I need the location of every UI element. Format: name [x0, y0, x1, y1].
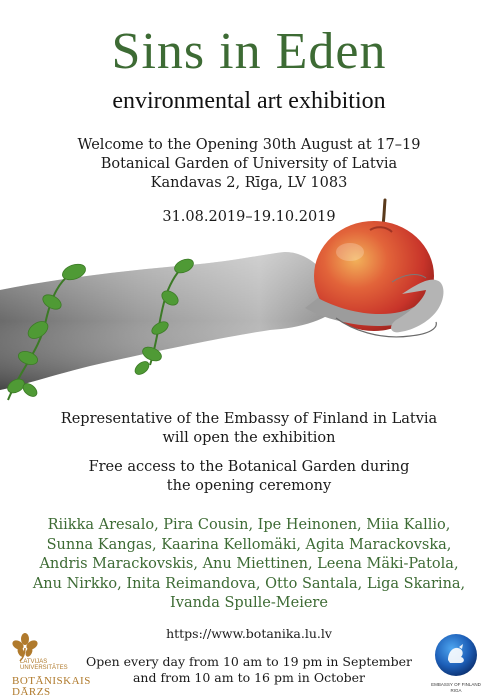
artists-list — [0, 516, 498, 614]
access-line: the opening ceremony — [166, 478, 332, 494]
artists-line: Riikka Aresalo, Pira Cousin, Ipe Heinonen, Miia Kallio, — [47, 517, 451, 533]
logo-text: RIGA — [450, 688, 462, 693]
website-link[interactable]: https://www.botanika.lu.lv — [166, 626, 332, 641]
venue-line: Botanical Garden of University of Latvia — [100, 156, 398, 172]
address-line: Kandavas 2, Rīga, LV 1083 — [150, 175, 348, 191]
artists-line: Andris Marackovskis, Anu Miettinen, Leena Mäki-Patola, — [39, 556, 459, 572]
access-info — [0, 458, 498, 496]
opening-info — [0, 136, 498, 193]
representative-info — [0, 410, 498, 448]
hand-apple-illustration — [0, 190, 498, 415]
access-line: Free access to the Botanical Garden during — [88, 459, 410, 475]
logo-text: BOTĀNISKAIS — [12, 675, 91, 687]
lion-emblem-icon — [433, 632, 479, 678]
poster-title: Sins in Eden — [111, 23, 387, 80]
arm — [0, 252, 346, 390]
hours-line: Open every day from 10 am to 19 pm in September — [85, 654, 412, 669]
artists-line: Sunna Kangas, Kaarina Kellomäki, Agita Marackovska, — [46, 536, 452, 553]
opening-line: Welcome to the Opening 30th August at 17–19 — [77, 137, 421, 153]
exhibition-dates: 31.08.2019–19.10.2019 — [162, 209, 336, 225]
logo-text: DĀRZS — [12, 686, 51, 698]
hours-line: and from 10 am to 16 pm in October — [132, 670, 365, 685]
embassy-logo — [420, 630, 492, 698]
logo-text: LATVIJAS — [20, 659, 48, 665]
representative-line: will open the exhibition — [162, 430, 336, 446]
flower-icon — [10, 632, 40, 662]
representative-line: Representative of the Embassy of Finland in Latvia — [60, 411, 438, 427]
artists-line: Anu Nirkko, Inita Reimandova, Otto Santala, Liga Skarina, — [32, 575, 466, 592]
logo-text: EMBASSY OF FINLAND — [431, 682, 481, 687]
poster-subtitle: environmental art exhibition — [112, 88, 386, 114]
botanika-logo — [6, 632, 91, 698]
artists-line: Ivanda Spulle-Meiere — [170, 595, 328, 611]
logo-text: UNIVERSITĀTES — [20, 665, 68, 671]
